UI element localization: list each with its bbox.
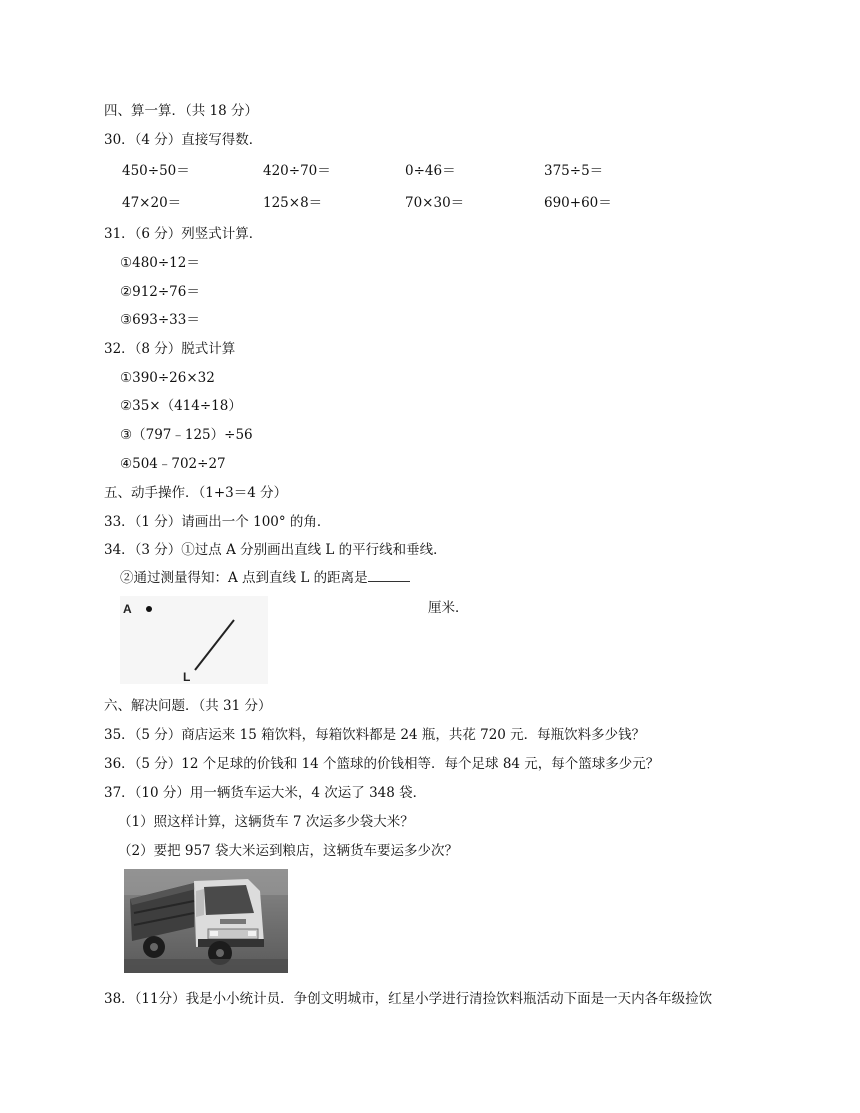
question-32-label: 32．（8 分）脱式计算 [104, 341, 236, 357]
q30-item: 420÷70＝ [263, 163, 331, 179]
question-34-line2 [120, 569, 410, 587]
q30-item: 0÷46＝ [405, 163, 456, 179]
question-36: 36．（5 分）12 个足球的价钱和 14 个篮球的价钱相等．每个足球 84 元，每个篮球多少元？ [104, 756, 660, 772]
q34-unit: 厘米． [428, 600, 469, 616]
section-6-title: 六、解决问题．（共 31 分） [104, 698, 272, 714]
q32-item: ③（797﹣125）÷56 [120, 427, 253, 443]
question-34-line1: 34．（3 分）①过点 A 分别画出直线 L 的平行线和垂线． [104, 542, 447, 558]
line-l-label: L [183, 670, 191, 684]
q32-item: ①390÷26×32 [120, 370, 215, 386]
question-30-label: 30．（4 分）直接写得数． [104, 132, 263, 148]
question-35: 35．（5 分）商店运来 15 箱饮料，每箱饮料都是 24 瓶，共花 720 元．每瓶饮料多少钱？ [104, 727, 646, 743]
point-a-label: A [123, 602, 132, 616]
q30-item: 70×30＝ [405, 195, 465, 211]
answer-blank[interactable] [368, 569, 410, 582]
q34-measure-text: ②通过测量得知：A 点到直线 L 的距离是 [120, 570, 368, 586]
question-31-label: 31．（6 分）列竖式计算． [104, 226, 263, 242]
question-33: 33．（1 分）请画出一个 100° 的角． [104, 514, 331, 530]
q37-sub1: （1）照这样计算，这辆货车 7 次运多少袋大米？ [118, 814, 414, 830]
q30-item: 125×8＝ [263, 195, 323, 211]
section-4-title: 四、算一算．（共 18 分） [104, 103, 259, 119]
q30-item: 375÷5＝ [544, 163, 604, 179]
q30-item: 450÷50＝ [122, 163, 190, 179]
section-5-title: 五、动手操作．（1+3＝4 分） [104, 485, 288, 501]
question-38: 38．（11分）我是小小统计员．争创文明城市，红星小学进行清捡饮料瓶活动下面是一天内各年级捡饮 [104, 991, 713, 1007]
figure-background [120, 596, 268, 684]
point-a-dot [146, 606, 152, 612]
q30-item: 47×20＝ [122, 195, 182, 211]
question-37-label: 37．（10 分）用一辆货车运大米，4 次运了 348 袋． [104, 785, 427, 801]
q30-item: 690+60＝ [544, 195, 612, 211]
point-line-figure [120, 596, 268, 684]
q32-item: ②35×（414÷18） [120, 398, 242, 414]
q31-item: ③693÷33＝ [120, 312, 200, 328]
truck-photo [124, 869, 288, 973]
q32-item: ④504﹣702÷27 [120, 456, 226, 472]
q31-item: ②912÷76＝ [120, 284, 200, 300]
q31-item: ①480÷12＝ [120, 255, 200, 271]
q37-sub2: （2）要把 957 袋大米运到粮店，这辆货车要运多少次？ [118, 843, 458, 859]
